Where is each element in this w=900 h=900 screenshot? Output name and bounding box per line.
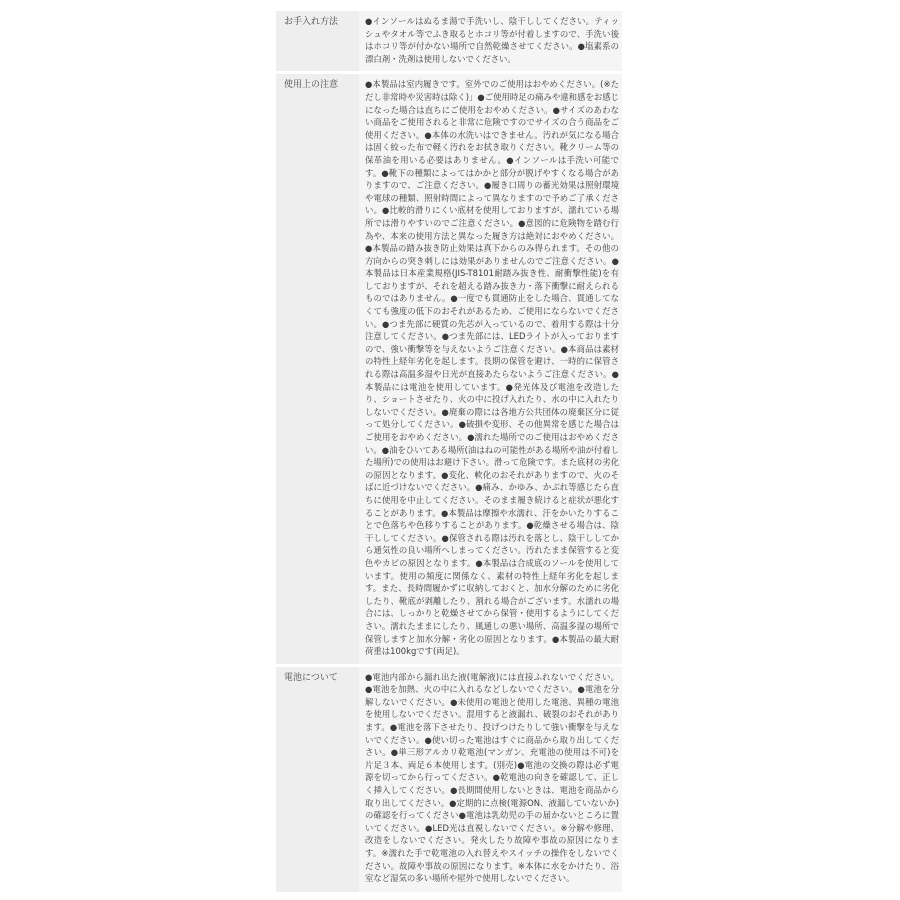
- product-notes-table: [276, 8, 622, 895]
- battery-label: 電池について: [276, 667, 359, 892]
- precautions-row: [276, 74, 622, 663]
- care-text: ●インソールはぬるま湯で手洗いし、陰干ししてください。ティッシュやタオル等でふき取るとホコリ等が付着しますので、手洗い後はホコリ等が付かない場所で自然乾燥させてください。●塩素系の漂白剤・洗剤は使用しないでください。: [359, 11, 622, 71]
- care-row: [276, 11, 622, 71]
- battery-row: [276, 667, 622, 892]
- care-label: お手入れ方法: [276, 11, 359, 71]
- precautions-label: 使用上の注意: [276, 74, 359, 663]
- precautions-text: ●本製品は室内履きです。室外でのご使用はおやめください。(※ただし非常時や災害時は除く)」●ご使用時足の痛みや違和感をお感じになった場合は直ちにご使用をおやめください。●サイズのあわない商品をご使用されると非常に危険ですのでサイズの合う商品をご使用ください。●本体の水洗いはできません。汚れが気になる場合は固く絞った布で軽く汚れをお拭き取りください。靴クリーム等の保革油を用いる必要はありません。●インソールは手洗い可能です。●靴下の種類によってはかかと部分が脱げやすくなる場合がありますので、ご注意ください。●履き口周りの蓄光効果は照射環境や電球の種類、照射時間によって異なりますので予めご了承ください。●比較的滑りにくい底材を使用しておりますが、濡れている場所では滑りやすいのでご注意ください。●意図的に危険物を踏む行為や、本来の使用方法と異なった履き方は絶対におやめください。●本製品の踏み抜き防止効果は真下からのみ得られます。その他の方向からの突き刺しには効果がありませんのでご注意ください。●本製品は日本産業規格(JIS-T8101耐踏み抜き性、耐衝撃性能)を有しておりますが、それを超える踏み抜き力・落下衝撃に耐えられるものではありません。●一度でも貫通防止をした場合、貫通してなくても強度の低下のおそれがあるため、ご使用にならないでください。●つま先部に硬質の先芯が入っているので、着用する際は十分注意してください。●つま先部には、LEDライトが入っておりますので、強い衝撃等を与えないようご注意ください。●本商品は素材の特性上経年劣化を起します。長期の保管を避け、一時的に保管される際は高温多湿や日光が直接あたらないようご注意ください。●本製品には電池を使用しています。●発光体及び電池を改造したり、ショートさせたり、火の中に投げ入れたり、水の中に入れたりしないでください。●廃棄の際には各地方公共団体の廃棄区分に従って処分してください。●破損や変形、その他異常を感じた場合はご使用をおやめください。●濡れた場所でのご使用はおやめください。●油をひいてある場所(油はねの可能性がある場所や油が付着した場所)での使用はお避け下さい。滑って危険です。また底材の劣化の原因となります。●変化、軟化のおそれがありますので、火のそばに近づけないでください。●痛み、かゆみ、かぶれ等感じたら直ちに使用を中止してください。そのまま履き続けると症状が悪化することがあります。●本製品は摩擦や水濡れ、汗をかいたりすることで色落ちや色移りすることがあります。●乾燥させる場合は、陰干ししてください。●保管される際は汚れを落とし、陰干ししてから通気性の良い場所へしまってください。汚れたまま保管すると変色やカビの原因となります。●本製品は合成底のソールを使用しています。使用の頻度に関係なく、素材の特性上経年劣化を起します。また、長時間履かずに収納しておくと、加水分解のために劣化したり、靴底が剥離したり、割れる場合がございます。水濡れの場合には、しっかりと乾燥させてから保管・使用するようにしてください。濡れたままにしたり、風通しの悪い場所、高温多湿の場所で保管しますと加水分解・劣化の原因となります。●本製品の最大耐荷重は100kgです(両足)。: [359, 74, 622, 663]
- battery-text: ●電池内部から漏れ出た液(電解液)には直接ふれないでください。●電池を加熱、火の中に入れるなどしないでください。●電池を分解しないでください。●未使用の電池と使用した電池、異種の電池を使用しないでください。混用すると液漏れ、破裂のおそれがあります。●電池を落下させたり、投げつけたりして強い衝撃を与えないでください。●使い切った電池はすぐに商品から取り出してください。●単三形アルカリ乾電池(マンガン、充電池の使用は不可)を片足３本、両足６本使用します。(別売)●電池の交換の際は必ず電源を切ってから行ってください。●乾電池の向きを確認して、正しく挿入してください。●長期間使用しないときは、電池を商品から取り出してください。●定期的に点検(電源ON、液漏していないか)の確認を行ってください●電池は乳幼児の手の届かないところに置いてください。●LED光は直視しないでください。※分解や修理、改造をしないでください。発火したり故障や事故の原因になります。※濡れた手で乾電池の入れ替えやスイッチの操作をしないでください。故障や事故の原因になります。※本体に水をかけたり、浴室など湿気の多い場所や屋外で使用しないでください。: [359, 667, 622, 892]
